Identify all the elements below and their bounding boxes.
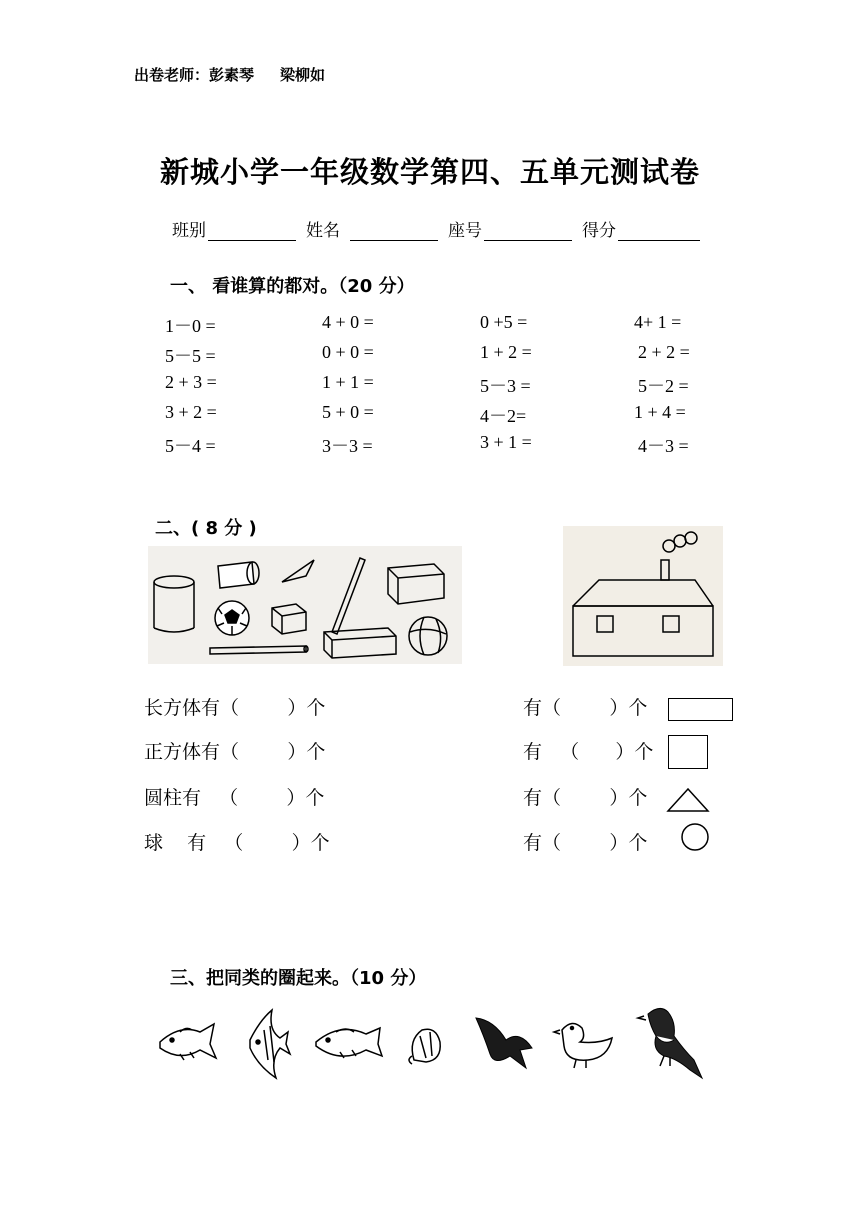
- equation: 2 + 2 =: [638, 342, 690, 362]
- equation: 5－2 =: [638, 376, 689, 396]
- equation: 3 + 1 =: [480, 432, 532, 452]
- seat-label: 座号: [448, 221, 482, 241]
- class-blank[interactable]: [208, 222, 296, 241]
- seat-field: [448, 216, 572, 241]
- animals-row: [150, 1000, 720, 1090]
- name-field: [306, 216, 438, 241]
- equation: 5 + 0 =: [322, 402, 374, 422]
- triangle-icon: [666, 787, 710, 813]
- equation: 4+ 1 =: [634, 312, 682, 332]
- square-icon: [668, 735, 708, 769]
- rectangle-icon: [668, 698, 733, 721]
- rectangle-count-question: 有（ ）个: [523, 697, 648, 719]
- cylinder-icon: [218, 562, 259, 588]
- soccer-ball-icon: [215, 601, 249, 635]
- equation: 5－3 =: [480, 376, 531, 396]
- equation: 4－3 =: [638, 436, 689, 456]
- equation: 1 + 2 =: [480, 342, 532, 362]
- circle-icon: [680, 822, 710, 852]
- swallow-icon[interactable]: [476, 1018, 532, 1068]
- score-blank[interactable]: [618, 222, 700, 241]
- score-field: [582, 216, 700, 241]
- cuboid-count-question: 长方体有（ ）个: [144, 697, 326, 719]
- square-count-question: 有 （ ）个: [523, 741, 654, 763]
- score-label: 得分: [582, 221, 616, 241]
- cylinder-count-question: 圆柱有 （ ）个: [144, 787, 325, 809]
- fish-icon[interactable]: [160, 1024, 216, 1060]
- house-illustration: [563, 526, 723, 666]
- author-second: 梁柳如: [280, 66, 326, 84]
- shell-icon[interactable]: [409, 1029, 440, 1064]
- section3-heading: 三、把同类的圈起来。（10 分）: [170, 968, 427, 989]
- equation: 0 +5 =: [480, 312, 528, 332]
- triangle-count-question: 有（ ）个: [523, 787, 648, 809]
- name-label: 姓名: [306, 221, 340, 241]
- author-label: 出卷老师：彭素琴: [134, 66, 255, 84]
- class-field: [172, 216, 296, 241]
- fish-icon[interactable]: [316, 1028, 382, 1058]
- equation: 4－2=: [480, 406, 527, 426]
- section1-heading: 一、 看谁算的都对。（20 分）: [170, 276, 415, 297]
- author-line: [134, 64, 325, 85]
- equation: 3－3 =: [322, 436, 373, 456]
- sphere-count-question: 球 有 （ ）个: [144, 832, 330, 854]
- section2-heading: 二、( 8 分 ): [155, 518, 257, 539]
- student-info-row: [172, 216, 710, 241]
- name-blank[interactable]: [350, 222, 438, 241]
- equation: 1 + 1 =: [322, 372, 374, 392]
- equation: 1－0 =: [165, 316, 216, 336]
- equation: 4 + 0 =: [322, 312, 374, 332]
- equation: 2 + 3 =: [165, 372, 217, 392]
- equation: 0 + 0 =: [322, 342, 374, 362]
- equation: 5－4 =: [165, 436, 216, 456]
- equation: 1 + 4 =: [634, 402, 686, 422]
- class-label: 班别: [172, 221, 206, 241]
- angelfish-icon[interactable]: [250, 1010, 290, 1078]
- solids-illustration: [148, 546, 462, 664]
- seat-blank[interactable]: [484, 222, 572, 241]
- magpie-icon[interactable]: [638, 1008, 702, 1078]
- page-title: 新城小学一年级数学第四、五单元测试卷: [159, 155, 700, 189]
- cube-count-question: 正方体有（ ）个: [144, 741, 326, 763]
- equation: 5－5 =: [165, 346, 216, 366]
- chick-icon[interactable]: [554, 1023, 612, 1068]
- equation: 3 + 2 =: [165, 402, 217, 422]
- circle-count-question: 有（ ）个: [523, 832, 648, 854]
